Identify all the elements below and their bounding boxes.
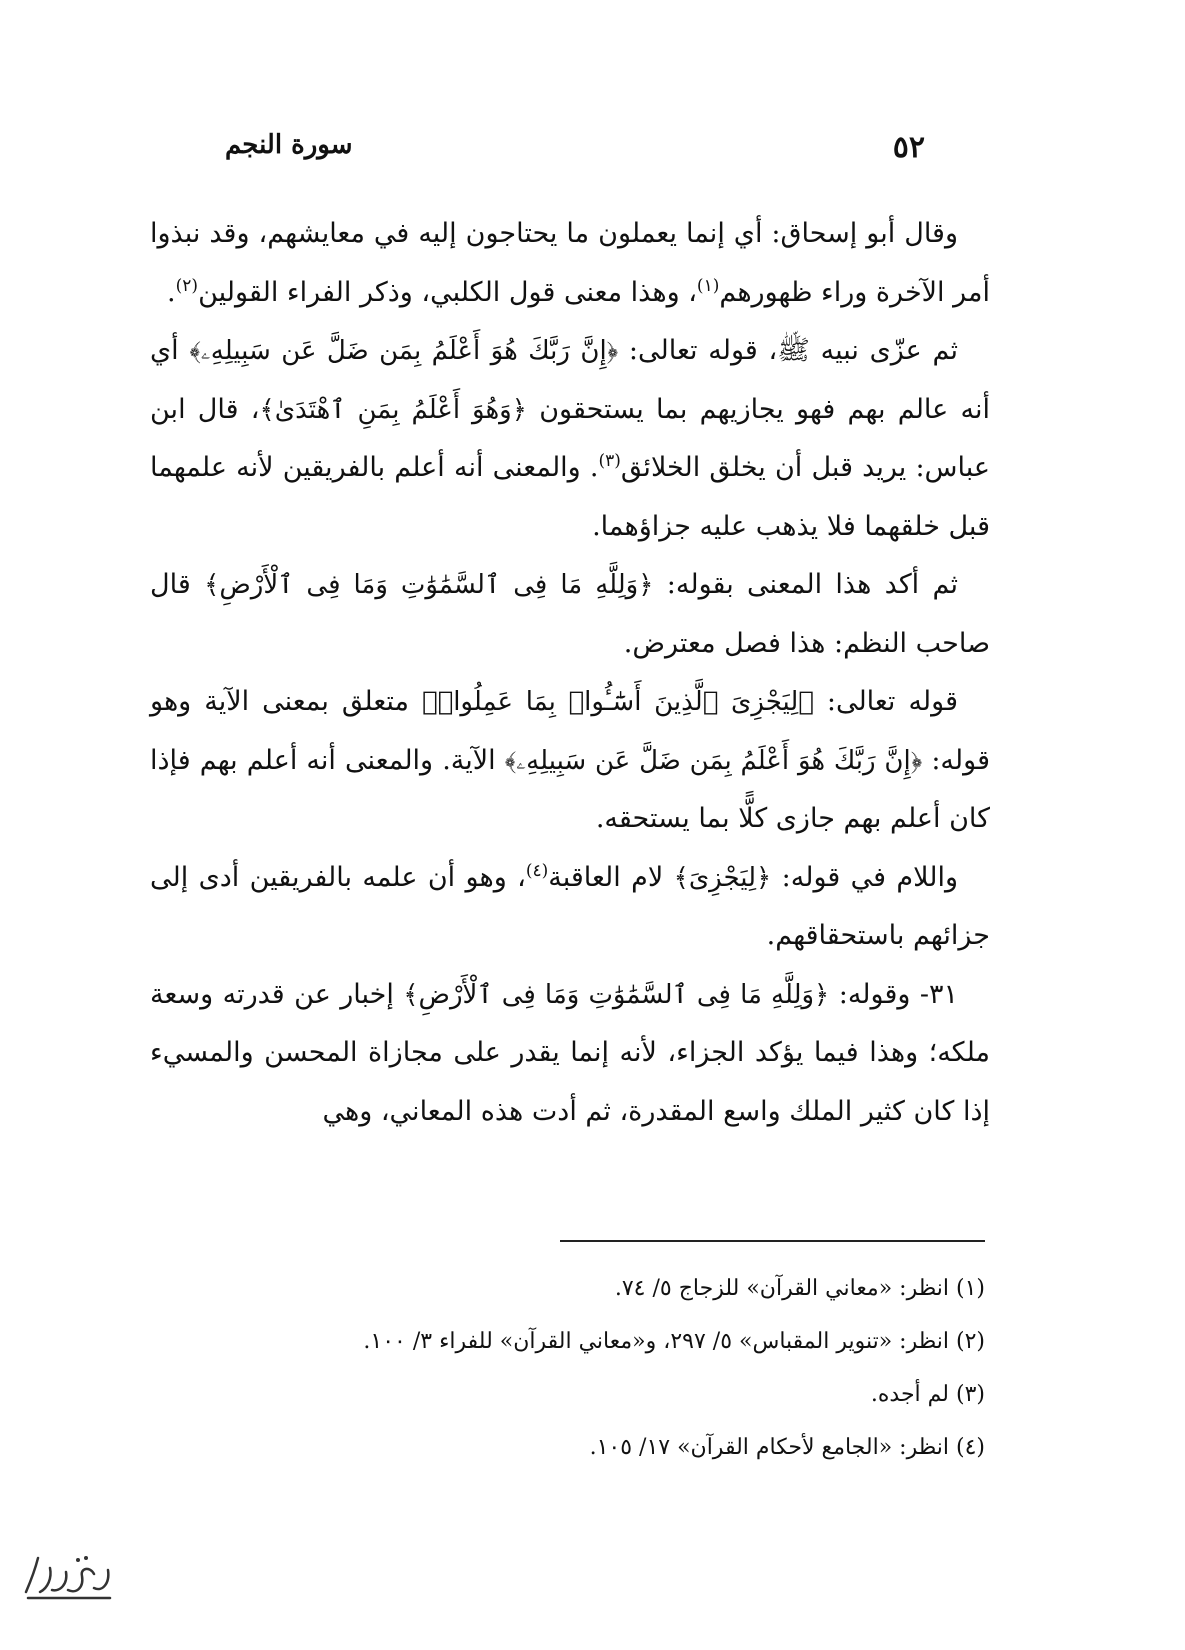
text-run: الآية. والمعنى أنه أعلم بهم فإذا كان أعلم بهم جازى كلًّا بما يستحقه. <box>150 744 990 834</box>
text-run: قال صاحب النظم: هذا فصل معترض. <box>150 569 990 659</box>
paragraph <box>150 966 990 1142</box>
text-run: قوله تعالى: <box>813 686 959 717</box>
text-run: ثم عزّى نبيه ﷺ، قوله تعالى: <box>618 335 958 366</box>
paragraph <box>150 556 990 673</box>
text-run: . والمعنى أنه أعلم بالفريقين لأنه علمهما قبل خلقهما فلا يذهب عليه جزاؤهما. <box>150 452 990 542</box>
quran-verse: ﴿وَلِلَّهِ مَا فِى ٱلسَّمَٰوَٰتِ وَمَا فِى ٱلْأَرْضِ﴾ <box>204 570 654 600</box>
footnote-1: (١) انظر: «معاني القرآن» للزجاج ٥/ ٧٤. <box>614 1276 985 1301</box>
quran-verse: ﴿وَهُوَ أَعْلَمُ بِمَنِ ٱهْتَدَىٰ﴾ <box>259 394 527 425</box>
calligraphy-logo-icon <box>18 1548 118 1608</box>
quran-verse: ﴿وَلِلَّهِ مَا فِى ٱلسَّمَٰوَٰتِ وَمَا فِى ٱلْأَرْضِ﴾ <box>403 979 830 1010</box>
paragraph <box>150 849 990 966</box>
text-run: . <box>167 276 176 308</box>
main-text <box>150 205 990 1141</box>
quran-verse: ﴿إِنَّ رَبَّكَ هُوَ أَعْلَمُ بِمَن ضَلَّ عَن سَبِيلِهِۦ﴾ <box>504 745 923 776</box>
quran-verse: ﴿لِيَجْزِىَ ٱلَّذِينَ أَسَٰٓـُٔوا۟ بِمَا عَمِلُوا۟﴾ <box>422 687 814 717</box>
text-run: ، وهو أن علمه بالفريقين أدى إلى جزائهم باستحقاقهم. <box>150 861 990 951</box>
page-number: ٥٢ <box>892 130 925 165</box>
text-run: ٣١- وقوله: <box>829 978 959 1010</box>
text-run: أي أنه عالم بهم فهو يجازيهم بما يستحقون <box>150 335 990 425</box>
quran-verse: ﴿إِنَّ رَبَّكَ هُوَ أَعْلَمُ بِمَن ضَلَّ عَن سَبِيلِهِۦ﴾ <box>189 336 619 366</box>
text-run: لام العاقبة <box>548 861 674 893</box>
footnote-separator <box>560 1240 985 1242</box>
footnote-3: (٣) لم أجده. <box>870 1382 985 1407</box>
footnote-ref: (٢) <box>175 275 199 296</box>
running-title: سورة النجم <box>225 130 353 160</box>
page-header <box>225 130 925 170</box>
footnote-ref: (١) <box>696 275 720 296</box>
footnote-ref: (٣) <box>598 451 621 471</box>
footnote-4: (٤) انظر: «الجامع لأحكام القرآن» ١٧/ ١٠٥. <box>589 1435 985 1460</box>
text-run: متعلق بمعنى الآية وهو قوله: <box>150 686 990 776</box>
publisher-logo <box>18 1548 118 1608</box>
text-run: وقال أبو إسحاق: أي إنما يعملون ما يحتاجون إليه في معايشهم، وقد نبذوا أمر الآخرة وراء ظهورهم <box>150 218 990 308</box>
text-run: ثم أكد هذا المعنى بقوله: <box>653 569 958 600</box>
quran-verse: ﴿لِيَجْزِىَ﴾ <box>673 862 772 893</box>
text-run: إخبار عن قدرته وسعة ملكه؛ وهذا فيما يؤكد الجزاء، لأنه إنما يقدر على مجازاة المحسن والمسيء إذا كان كثير الملك واسع المقدرة، ثم أدت هذه المعاني، وهي <box>150 978 990 1127</box>
footnote-2: (٢) انظر: «تنوير المقباس» ٥/ ٢٩٧، و«معاني القرآن» للفراء ٣/ ١٠٠. <box>363 1329 985 1354</box>
paragraph <box>150 205 990 322</box>
text-run: ، وهذا معنى قول الكلبي، وذكر الفراء القولين <box>198 276 697 308</box>
footnote-ref: (٤) <box>525 860 549 881</box>
paragraph <box>150 673 990 849</box>
text-run: ، قال ابن عباس: يريد قبل أن يخلق الخلائق <box>150 393 990 483</box>
text-run: واللام في قوله: <box>771 861 959 893</box>
footnotes <box>300 1262 985 1474</box>
paragraph <box>150 322 990 556</box>
